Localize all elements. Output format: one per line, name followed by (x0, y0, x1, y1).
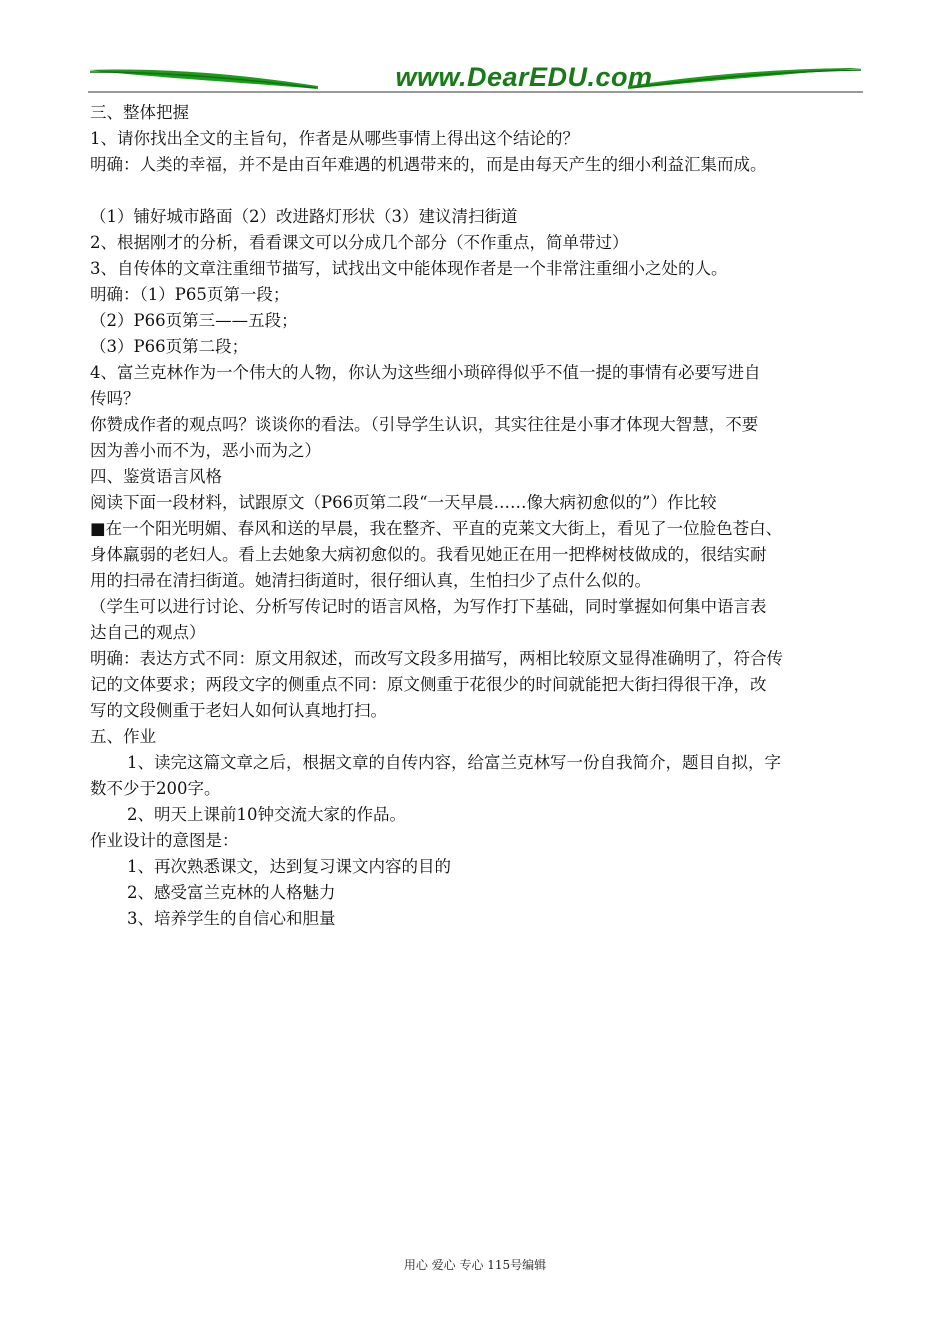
answer-3-item-3: （3）P66页第二段； (90, 337, 249, 356)
comparison-answer-line-3: 写的文段侧重于老妇人如何认真地打扫。 (90, 701, 387, 720)
answer-3-item-1: 明确：（1）P65页第一段； (90, 285, 290, 304)
homework-intent-2: 2、感受富兰克林的人格魅力 (127, 883, 336, 902)
page-header (88, 58, 863, 98)
homework-1-line-2: 数不少于200字。 (90, 779, 221, 798)
homework-intent-heading: 作业设计的意图是： (90, 831, 239, 850)
comparison-answer-line-1: 明确：表达方式不同：原文用叙述，而改写文段多用描写，两相比较原文显得准确明了，符合传 (90, 649, 783, 668)
discussion-note-line-2: 达自己的观点） (90, 623, 206, 642)
comparison-instruction: 阅读下面一段材料，试跟原文（P66页第二段“一天早晨……像大病初愈似的”）作比较 (90, 493, 717, 512)
question-4-line-2: 传吗？ (90, 389, 140, 408)
comparison-answer-line-2: 记的文体要求；两段文字的侧重点不同：原文侧重于花很少的时间就能把大街扫得很干净，改 (90, 675, 767, 694)
answer-1-items: （1）铺好城市路面（2）改进路灯形状（3）建议清扫街道 (90, 207, 518, 226)
homework-intent-1: 1、再次熟悉课文，达到复习课文内容的目的 (127, 857, 451, 876)
question-3: 3、自传体的文章注重细节描写，试找出文中能体现作者是一个非常注重细小之处的人。 (90, 259, 728, 278)
passage-line-1: ■在一个阳光明媚、春风和送的早晨，我在整齐、平直的克莱文大街上，看见了一位脸色苍白、 (90, 519, 783, 538)
site-logo-text: www.DearEDU.com (395, 62, 653, 92)
question-4-prompt-line-2: 因为善小而不为，恶小而为之） (90, 441, 321, 460)
section-heading-5: 五、作业 (90, 727, 156, 746)
discussion-note-line-1: （学生可以进行讨论、分析写传记时的语言风格，为写作打下基础，同时掌握如何集中语言表 (90, 597, 767, 616)
passage-line-3: 用的扫帚在清扫街道。她清扫街道时，很仔细认真，生怕扫少了点什么似的。 (90, 571, 651, 590)
blank-line (90, 178, 862, 204)
page-footer: 用心 爱心 专心 115号编辑 (403, 1258, 547, 1272)
passage-line-2: 身体羸弱的老妇人。看上去她象大病初愈似的。我看见她正在用一把桦树枝做成的，很结实耐 (90, 545, 767, 564)
homework-intent-3: 3、培养学生的自信心和胆量 (127, 909, 336, 928)
document-body (90, 100, 862, 932)
section-heading-4: 四、鉴赏语言风格 (90, 467, 222, 486)
homework-2: 2、明天上课前10钟交流大家的作品。 (127, 805, 406, 824)
answer-1: 明确：人类的幸福，并不是由百年难遇的机遇带来的，而是由每天产生的细小利益汇集而成。 (90, 155, 767, 174)
question-4-prompt-line-1: 你赞成作者的观点吗？谈谈你的看法。（引导学生认识，其实往往是小事才体现大智慧，不要 (90, 415, 759, 434)
question-4-line-1: 4、富兰克林作为一个伟大的人物，你认为这些细小琐碎得似乎不值一提的事情有必要写进自 (90, 363, 761, 382)
section-heading-3: 三、整体把握 (90, 103, 189, 122)
answer-3-item-2: （2）P66页第三——五段； (90, 311, 298, 330)
question-1: 1、请你找出全文的主旨句，作者是从哪些事情上得出这个结论的？ (90, 129, 579, 148)
homework-1-line-1: 1、读完这篇文章之后，根据文章的自传内容，给富兰克林写一份自我简介，题目自拟，字 (127, 753, 781, 772)
question-2: 2、根据刚才的分析，看看课文可以分成几个部分（不作重点，简单带过） (90, 233, 629, 252)
